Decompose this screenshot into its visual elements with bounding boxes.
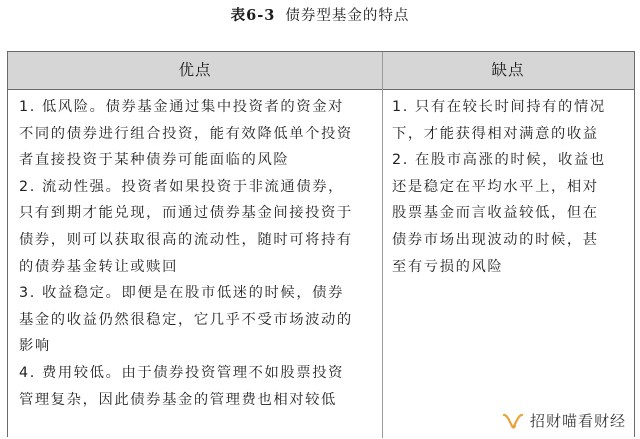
wechat-channel-icon bbox=[502, 412, 524, 430]
advantage-line: 影响 bbox=[19, 338, 51, 355]
advantages-cell bbox=[19, 94, 377, 413]
header-disadvantages: 缺点 bbox=[491, 61, 525, 79]
features-table bbox=[7, 51, 635, 437]
disadvantage-line: 还是稳定在平均水平上，相对 bbox=[392, 178, 599, 195]
advantage-line: 者直接投资于某种债券可能面临的风险 bbox=[19, 152, 290, 169]
table-caption bbox=[0, 6, 640, 26]
advantage-line: 只有到期才能兑现，而通过债券基金间接投资于 bbox=[19, 205, 353, 222]
disadvantages-cell bbox=[392, 94, 630, 280]
table-title: 债券型基金的特点 bbox=[285, 8, 410, 24]
column-divider bbox=[382, 52, 383, 438]
watermark bbox=[498, 408, 630, 433]
advantage-line: 管理复杂，因此债券基金的管理费也相对较低 bbox=[19, 391, 337, 408]
disadvantage-line: 股票基金而言收益较低，但在 bbox=[392, 205, 599, 222]
advantage-line: 不同的债券进行组合投资，能有效降低单个投资 bbox=[19, 125, 353, 142]
disadvantage-line: 至有亏损的风险 bbox=[392, 258, 504, 275]
disadvantage-line: 1. 只有在较长时间持有的情况 bbox=[392, 99, 606, 115]
advantage-line: 债券，则可以获取很高的流动性，随时可将持有 bbox=[19, 231, 353, 248]
header-advantages: 优点 bbox=[178, 61, 212, 79]
advantage-line: 2. 流动性强。投资者如果投资于非流通债券， bbox=[19, 178, 345, 195]
table-number: 表6-3 bbox=[230, 7, 276, 24]
advantage-line: 3. 收益稳定。即便是在股市低迷的时候，债券 bbox=[19, 285, 345, 302]
advantage-line: 1. 低风险。债券基金通过集中投资者的资金对 bbox=[19, 99, 345, 115]
watermark-text: 招财喵看财经 bbox=[529, 412, 626, 430]
advantage-line: 4. 费用较低。由于债券投资管理不如股票投资 bbox=[19, 364, 345, 381]
table-header-row bbox=[8, 52, 634, 90]
disadvantage-line: 下，才能获得相对满意的收益 bbox=[392, 125, 599, 142]
advantage-line: 基金的收益仍然很稳定，它几乎不受市场波动的 bbox=[19, 311, 353, 328]
disadvantage-line: 债券市场出现波动的时候，甚 bbox=[392, 231, 599, 248]
disadvantage-line: 2. 在股市高涨的时候，收益也 bbox=[392, 152, 606, 169]
advantage-line: 的债券基金转让或赎回 bbox=[19, 258, 178, 275]
